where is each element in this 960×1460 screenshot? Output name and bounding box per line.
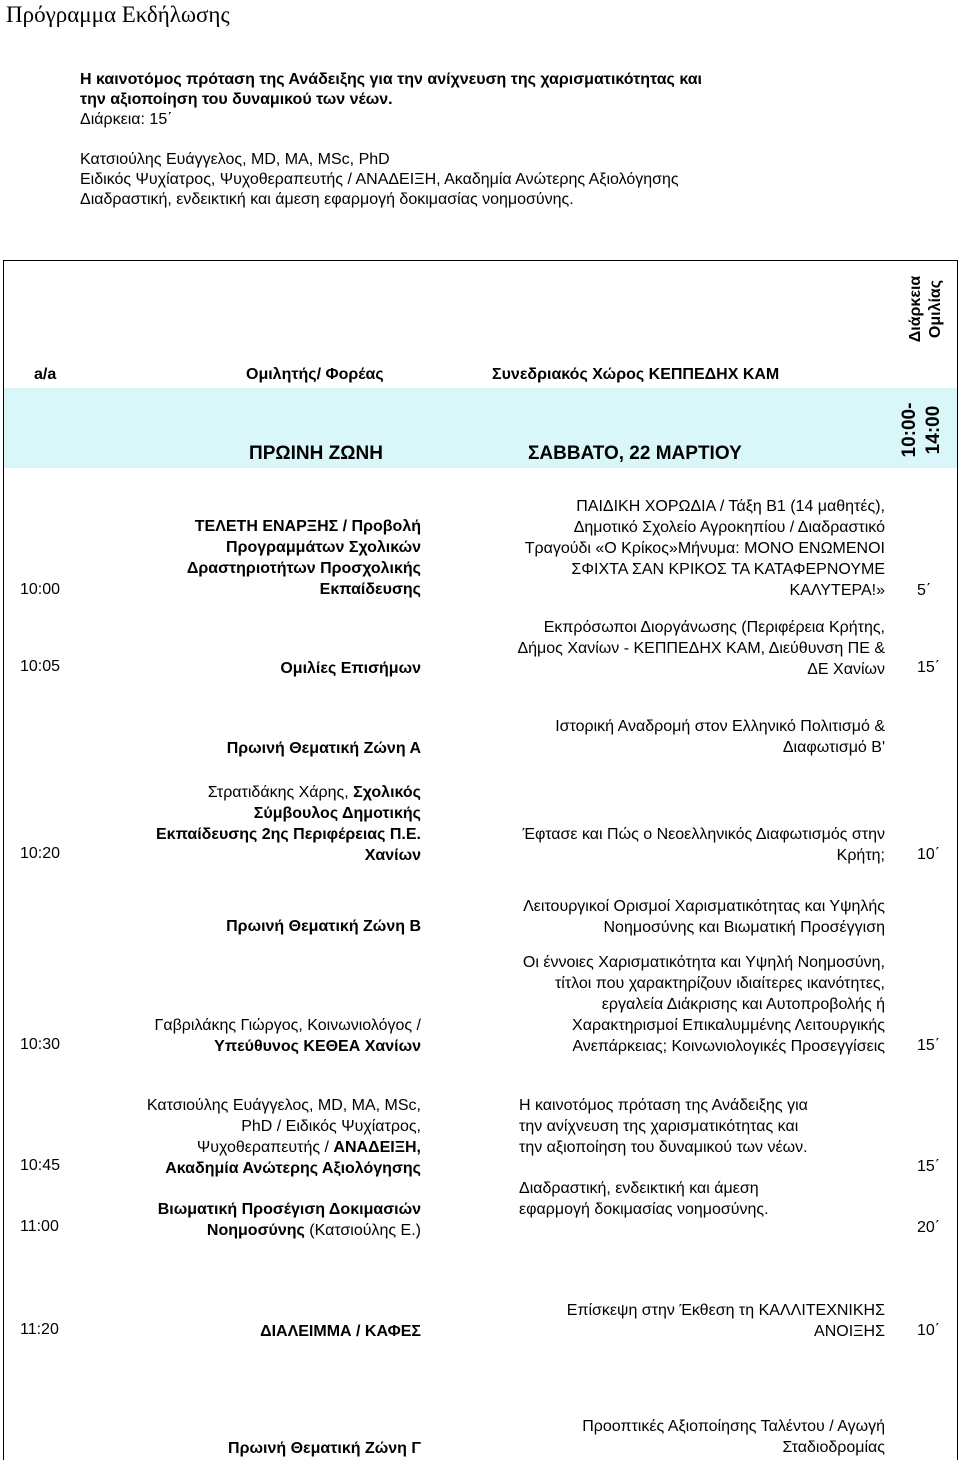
row1-topic-l4: ΣΦΙΧΤΑ ΣΑΝ ΚΡΙΚΟΣ ΤΑ ΚΑΤΑΦΕΡΝΟΥΜΕ	[571, 561, 885, 578]
band-zone: ΠΡΩΙΝΗ ΖΩΝΗ	[249, 443, 383, 464]
row5-topic-l4: Διαδραστική, ενδεικτική και άμεση	[519, 1180, 759, 1197]
band-date: ΣΑΒΒΑΤΟ, 22 ΜΑΡΤΙΟΥ	[528, 443, 742, 464]
row3-speaker-l2: Σύμβουλος Δημοτικής	[253, 805, 421, 822]
row3-zone-topic	[445, 716, 885, 758]
row6-duration: 10΄	[917, 1322, 941, 1339]
morning-band	[4, 388, 957, 468]
row1-topic-l2: Δημοτικό Σχολείο Αγροκηπίου / Διαδραστικό	[573, 519, 885, 536]
row4-zone-topic	[445, 896, 885, 938]
intro-description: Διαδραστική, ενδεικτική και άμεση εφαρμογή δοκιμασίας νοημοσύνης.	[80, 191, 574, 208]
intro-duration: Διάρκεια: 15΄	[80, 111, 173, 128]
row4-zone: Πρωινή Θεματική Ζώνη Β	[226, 918, 421, 935]
row1-topic-l1: ΠΑΙΔΙΚΗ ΧΟΡΩΔΙΑ / Τάξη Β1 (14 μαθητές),	[576, 498, 885, 515]
row6-speaker: ΔΙΑΛΕΙΜΜΑ / ΚΑΦΕΣ	[260, 1323, 421, 1340]
row7-zone-topic-l1: Προοπτικές Αξιοποίησης Ταλέντου / Αγωγή	[582, 1418, 885, 1435]
row4-time: 10:30	[20, 1036, 61, 1053]
intro-speaker: Κατσιούλης Ευάγγελος, MD, MA, MSc, PhD	[80, 151, 390, 168]
row5-speaker	[41, 1095, 421, 1241]
row2-topic-l3: ΔΕ Χανίων	[807, 661, 885, 678]
row3-zone: Πρωινή Θεματική Ζώνη Α	[226, 740, 421, 757]
band-time-l1: 10:00-	[899, 402, 920, 458]
row4-zone-topic-l2: Νοημοσύνης και Βιωματική Προσέγγιση	[603, 919, 885, 936]
row3-zone-topic-l2: Διαφωτισμό Β'	[782, 739, 885, 756]
band-time-l2: 14:00	[923, 405, 944, 455]
row5-time-b: 11:00	[20, 1218, 59, 1235]
row1-duration: 5΄	[917, 582, 932, 599]
header-aa: a/a	[34, 366, 57, 383]
row4-speaker	[41, 1015, 421, 1057]
row4-topic	[445, 952, 885, 1057]
row5-duration-b: 20΄	[917, 1219, 941, 1236]
page-title: Πρόγραμμα Εκδήλωσης	[6, 2, 230, 27]
header-duration-l1: Διάρκεια	[907, 275, 924, 343]
row3-topic	[445, 824, 885, 866]
row5-topic-l2: την ανίχνευση της χαρισματικότητας και	[519, 1118, 799, 1135]
header-duration-l2: Ομιλίας	[927, 279, 944, 339]
intro-title-line2: την αξιοποίηση του δυναμικού των νέων.	[80, 91, 393, 108]
row1-speaker-l3: Δραστηριοτήτων Προσχολικής	[186, 560, 421, 577]
row5-speaker-l2: PhD / Ειδικός Ψυχίατρος,	[241, 1118, 421, 1135]
row4-topic-l2: τίτλοι που χαρακτηρίζουν ιδιαίτερες ικανότητες,	[554, 975, 885, 992]
row5-topic-l5: εφαρμογή δοκιμασίας νοημοσύνης.	[519, 1201, 769, 1218]
row5-time-a: 10:45	[20, 1157, 61, 1174]
row6-topic-l1: Επίσκεψη στην Έκθεση τη ΚΑΛΛΙΤΕΧΝΙΚΗΣ	[566, 1302, 885, 1319]
row1-speaker-l4: Εκπαίδευσης	[319, 581, 421, 598]
row4-duration: 15΄	[917, 1037, 941, 1054]
row5-speaker-l5: Βιωματική Προσέγιση Δοκιμασιών	[157, 1201, 421, 1218]
row6-topic	[445, 1300, 885, 1342]
row1-topic	[445, 496, 885, 601]
row3-speaker	[81, 782, 421, 866]
row3-time: 10:20	[20, 845, 61, 862]
row4-zone-topic-l1: Λειτουργικοί Ορισμοί Χαρισματικότητας και Υψηλής	[523, 898, 885, 915]
row4-speaker-l1: Γαβριλάκης Γιώργος, Κοινωνιολόγος /	[154, 1017, 421, 1034]
row4-topic-l3: εργαλεία Διάκρισης και Αυτοπροβολής ή	[601, 996, 885, 1013]
row2-speaker: Ομιλίες Επισήμων	[280, 660, 421, 677]
header-duration	[906, 254, 946, 364]
row1-topic-l5: ΚΑΛΥΤΕΡΑ!»	[789, 582, 885, 599]
row5-speaker-l3-plain: Ψυχοθεραπευτής /	[196, 1139, 334, 1156]
row5-topic-l3: την αξιοποίηση του δυναμικού των νέων.	[519, 1139, 808, 1156]
row6-time: 11:20	[20, 1321, 59, 1338]
row5-speaker-l3-bold: ΑΝΑΔΕΙΞΗ,	[333, 1139, 421, 1156]
row2-topic	[445, 617, 885, 680]
row7-zone-topic-l2: Σταδιοδρομίας	[782, 1439, 885, 1456]
band-time	[898, 385, 946, 475]
row3-duration: 10΄	[917, 846, 941, 863]
row4-topic-l1: Οι έννοιες Χαρισματικότητα και Υψηλή Νοημοσύνη,	[522, 954, 885, 971]
row3-speaker-l1-bold: Σχολικός	[353, 784, 421, 801]
row1-topic-l3: Τραγούδι «Ο Κρίκος»Μήνυμα: ΜΟΝΟ ΕΝΩΜΕΝΟΙ	[524, 540, 885, 557]
row5-speaker-l6-plain: (Κατσιούλης Ε.)	[304, 1222, 421, 1239]
row3-speaker-l3: Εκπαίδευσης 2ης Περιφέρειας Π.Ε.	[155, 826, 421, 843]
row5-speaker-l4: Ακαδημία Ανώτερης Αξιολόγησης	[165, 1160, 421, 1177]
row5-speaker-l6-bold: Νοημοσύνης	[206, 1222, 305, 1239]
row6-topic-l2: ΑΝΟΙΞΗΣ	[814, 1323, 885, 1340]
intro-role: Ειδικός Ψυχίατρος, Ψυχοθεραπευτής / ΑΝΑΔΕΙΞΗ, Ακαδημία Ανώτερης Αξιολόγησης	[80, 171, 679, 188]
row3-zone-topic-l1: Ιστορική Αναδρομή στον Ελληνικό Πολιτισμό &	[555, 718, 885, 735]
intro-title-line1: Η καινοτόμος πρόταση της Ανάδειξης για την ανίχνευση της χαρισματικότητας και	[80, 71, 702, 88]
row4-topic-l5: Ανεπάρκειας; Κοινωνιολογικές Προσεγγίσεις	[572, 1038, 885, 1055]
row1-speaker-l1: ΤΕΛΕΤΗ ΕΝΑΡΞΗΣ / Προβολή	[194, 518, 421, 535]
row3-speaker-l4: Χανίων	[364, 847, 421, 864]
intro-block	[80, 70, 840, 210]
row1-speaker-l2: Προγραμμάτων Σχολικών	[226, 539, 421, 556]
header-venue: Συνεδριακός Χώρος ΚΕΠΠΕΔΗΧ ΚΑΜ	[492, 366, 780, 383]
row4-topic-l4: Χαρακτηρισμοί Επικαλυμμένης Λειτουργικής	[572, 1017, 885, 1034]
row7-zone-topic	[445, 1416, 885, 1458]
row5-topic	[519, 1095, 879, 1220]
row2-topic-l1: Εκπρόσωποι Διοργάνωσης (Περιφέρεια Κρήτης,	[543, 619, 885, 636]
row2-duration: 15΄	[917, 659, 941, 676]
row2-time: 10:05	[20, 658, 61, 675]
row3-speaker-l1-plain: Στρατιδάκης Χάρης,	[207, 784, 354, 801]
row5-speaker-l1: Κατσιούλης Ευάγγελος, MD, MA, MSc,	[146, 1097, 421, 1114]
schedule-table	[3, 260, 958, 1460]
row5-duration-a: 15΄	[917, 1158, 941, 1175]
row3-topic-l1: Έφτασε και Πώς ο Νεοελληνικός Διαφωτισμός στην	[522, 826, 885, 843]
row2-topic-l2: Δήμος Χανίων - ΚΕΠΠΕΔΗΧ ΚΑΜ, Διεύθυνση ΠΕ &	[517, 640, 885, 657]
row4-speaker-l2: Υπεύθυνος ΚΕΘΕΑ Χανίων	[214, 1038, 421, 1055]
header-speaker: Ομιλητής/ Φορέας	[246, 366, 384, 383]
row7-zone: Πρωινή Θεματική Ζώνη Γ	[228, 1440, 421, 1457]
row1-time: 10:00	[20, 581, 61, 598]
row3-topic-l2: Κρήτη;	[836, 847, 885, 864]
row5-topic-l1: Η καινοτόμος πρόταση της Ανάδειξης για	[519, 1097, 808, 1114]
row1-speaker	[81, 516, 421, 600]
